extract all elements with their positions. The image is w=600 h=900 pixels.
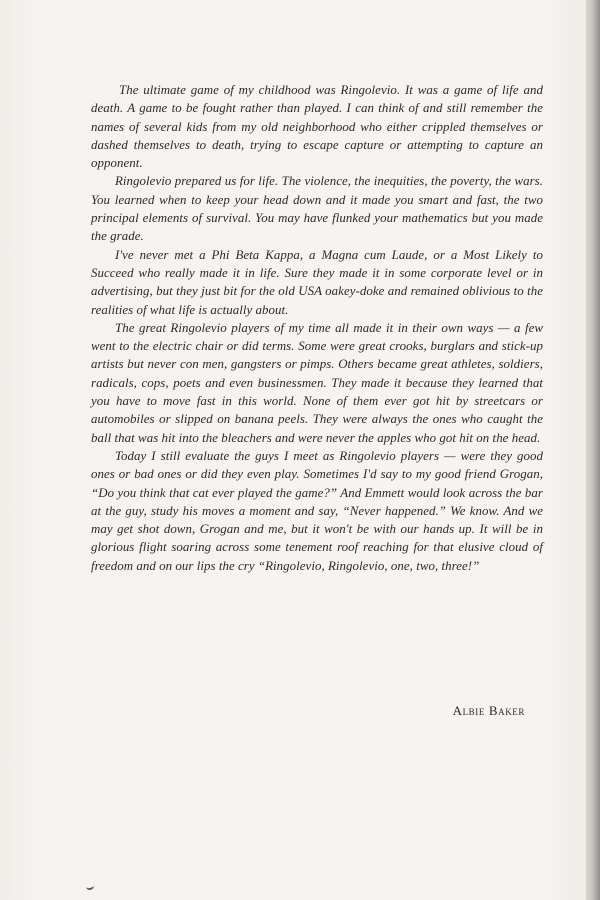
paragraph-4: The great Ringolevio players of my time all made it in their own ways — a few went to the electric chair or did terms. Some were great crooks, burglars and stick-up artists but never con men, gangsters or pimps. Others became great athletes, soldiers, radicals, cops, poets and even businessmen. They made it because they learned that you have to move fast in this world. None of them ever got hit by streetcars or automobiles or slipped on banana peels. They were always the ones who caught the ball that was hit into the bleachers and were never the apples who got hit on the head. [91, 320, 543, 445]
paragraph-1: The ultimate game of my childhood was Ringolevio. It was a game of life and death. A game to be fought rather than played. I can think of and still remember the names of several kids from my old neighborhood who either crippled themselves or dashed themselves to death, trying to escape capture or attempting to capture an opponent. [91, 83, 543, 171]
page-edge-shadow [586, 0, 600, 900]
paragraph-2: Ringolevio prepared us for life. The violence, the inequities, the poverty, the wars. You learned when to keep your head down and it made you smart and fast, the two principal elements of survival. You may have flunked your mathematics but you made the grade. [91, 174, 543, 244]
author-signature: Albie Baker [452, 703, 525, 718]
body-text [91, 81, 543, 575]
paragraph-3: I've never met a Phi Beta Kappa, a Magna cum Laude, or a Most Likely to Succeed who really made it in life. Sure they made it in some corporate level or in advertising, but they just bit for the old USA oakey-doke and remained oblivious to the realities of what life is actually about. [91, 247, 543, 317]
paragraph-5: Today I still evaluate the guys I meet as Ringolevio players — were they good ones or bad ones or did they even play. Sometimes I'd say to my good friend Grogan, “Do you think that cat ever played the game?” And Emmett would look across the bar at the guy, study his moves a moment and say, “Never happened.” We know. And we may get shot down, Grogan and me, but it won't be with our hands up. It will be in glorious flight soaring across some tenement roof reaching for that elusive cloud of freedom and on our lips the cry “Ringolevio, Ringolevio, one, two, three!” [91, 448, 543, 573]
ink-mark [86, 884, 95, 890]
